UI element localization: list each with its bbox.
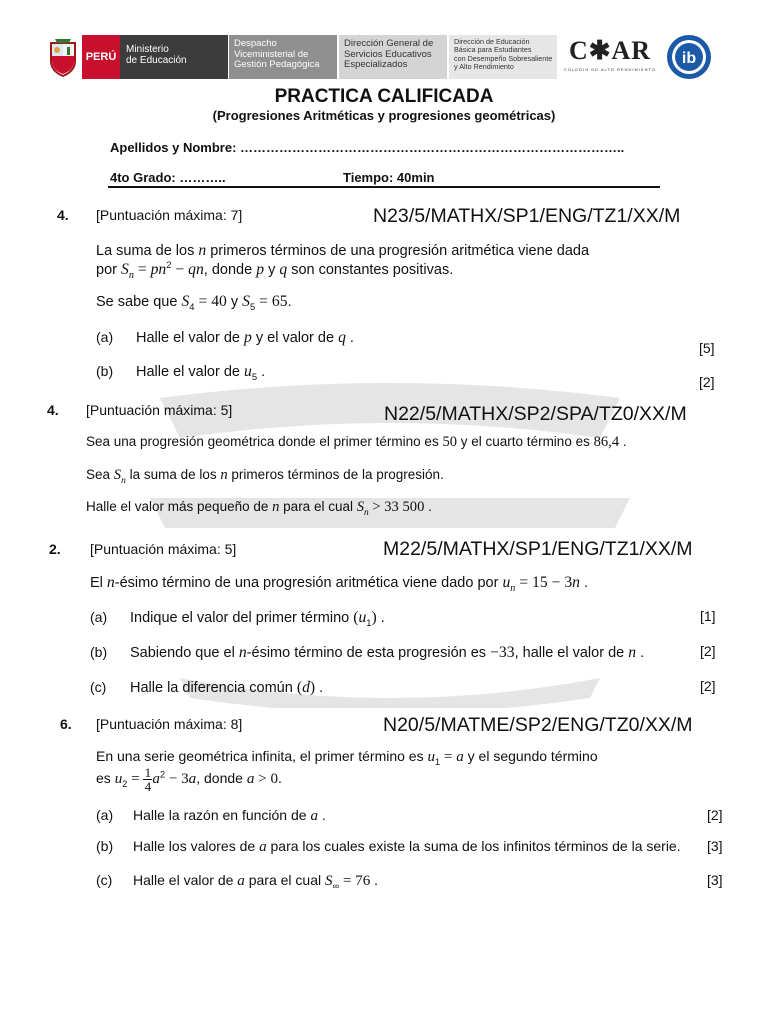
q4b-text: Halle los valores de a para los cuales existe la suma de los infinitos términos de la serie. [133, 838, 681, 855]
q1a-mark: [5] [699, 340, 715, 356]
q3a-mark: [1] [700, 608, 716, 624]
q1b-label: (b) [96, 363, 114, 379]
q1-points: [Puntuación máxima: 7] [96, 207, 243, 223]
q1-statement-line1: La suma de los n primeros términos de una progresión aritmética viene dada [96, 242, 590, 259]
q1-number: 4. [57, 207, 69, 223]
q3-code: M22/5/MATHX/SP1/ENG/TZ1/XX/M [383, 538, 693, 560]
q1-code: N23/5/MATHX/SP1/ENG/TZ1/XX/M [373, 205, 681, 227]
q4b-mark: [3] [707, 838, 723, 854]
coar-logo: C✱AR COLEGIO DE ALTO RENDIMIENTO [564, 36, 656, 72]
q4a-mark: [2] [707, 807, 723, 823]
q3b-mark: [2] [700, 643, 716, 659]
q3-points: [Puntuación máxima: 5] [90, 541, 237, 557]
q3a-text: Indique el valor del primer término $(u_1)$ . [130, 609, 385, 628]
q4-statement-line2: es $u_2$ = $\frac{1}{4}$ $a^2 - 3a$, donde a > 0. [96, 765, 282, 794]
q4-points: [Puntuación máxima: 8] [96, 716, 243, 732]
q4c-label: (c) [96, 872, 113, 888]
q3b-label: (b) [90, 644, 108, 660]
debe-label: Dirección de Educación Básica para Estudiantes con Desempeño Sobresaliente y Alto Rendimiento [449, 35, 557, 79]
q4c-text: Halle el valor de a para el cual $S_\infty = 76$ . [133, 872, 379, 891]
peru-coat-of-arms-icon [48, 37, 78, 77]
q3b-text: Sabiendo que el n-ésimo término de esta progresión es −33, halle el valor de n . [130, 644, 645, 661]
grade-line: 4to Grado: ……….. [110, 170, 226, 185]
q3a-label: (a) [90, 609, 108, 625]
page-title: PRACTICA CALIFICADA [274, 86, 494, 107]
q1-given: Se sabe que $S_4 = 40$ y $S_5 = 65$. [96, 293, 292, 312]
q4-code: N20/5/MATME/SP2/ENG/TZ0/XX/M [383, 714, 693, 736]
q2-statement-line1: Sea una progresión geométrica donde el primer término es 50 y el cuarto término es 86,4 . [86, 434, 627, 450]
q2-code: N22/5/MATHX/SP2/SPA/TZ0/XX/M [384, 403, 687, 425]
q4a-label: (a) [96, 807, 114, 823]
q1-statement-line2: por $S_n = pn^2$ − qn, donde p y q son constantes positivas. [96, 259, 454, 281]
ib-logo-icon [665, 33, 713, 81]
q2-number: 4. [47, 402, 59, 418]
q2-points: [Puntuación máxima: 5] [86, 402, 233, 418]
q1b-text: Halle el valor de $u_5$ . [136, 363, 266, 382]
q2-statement-line3: Halle el valor más pequeño de n para el cual $S_n > 33$ 500 . [86, 499, 432, 518]
q4a-text: Halle la razón en función de a . [133, 807, 326, 824]
despacho-label: Despacho Viceministerial de Gestión Pedagógica [229, 35, 337, 79]
q4-number: 6. [60, 716, 72, 732]
time-line: Tiempo: 40min [343, 170, 435, 185]
q3-number: 2. [49, 541, 61, 557]
q1a-text: Halle el valor de p y el valor de q . [136, 329, 354, 346]
q1b-mark: [2] [699, 374, 715, 390]
page-subtitle: (Progresiones Aritméticas y progresiones geométricas) [212, 108, 556, 123]
ministry-label: Ministerio de Educación [120, 35, 228, 79]
q4b-label: (b) [96, 838, 114, 854]
q2-statement-line2: Sea $S_n$ la suma de los n primeros términos de la progresión. [86, 467, 444, 486]
q4c-mark: [3] [707, 872, 723, 888]
header-divider [108, 186, 660, 188]
student-name-line: Apellidos y Nombre: …………………………………………………………………………….. [110, 140, 625, 155]
dgsee-label: Dirección General de Servicios Educativos Especializados [339, 35, 447, 79]
q3c-label: (c) [90, 679, 107, 695]
svg-text:ib: ib [681, 50, 697, 67]
q1a-label: (a) [96, 329, 114, 345]
q3-statement: El n-ésimo término de una progresión aritmética viene dado por $u_n = 15 - 3n$ . [90, 574, 589, 594]
peru-label: PERÚ [82, 35, 120, 79]
q3c-text: Halle la diferencia común (d) . [130, 679, 324, 696]
q4-statement-line1: En una serie geométrica infinita, el primer término es $u_1 = a$ y el segundo término [96, 748, 598, 767]
q3c-mark: [2] [700, 678, 716, 694]
